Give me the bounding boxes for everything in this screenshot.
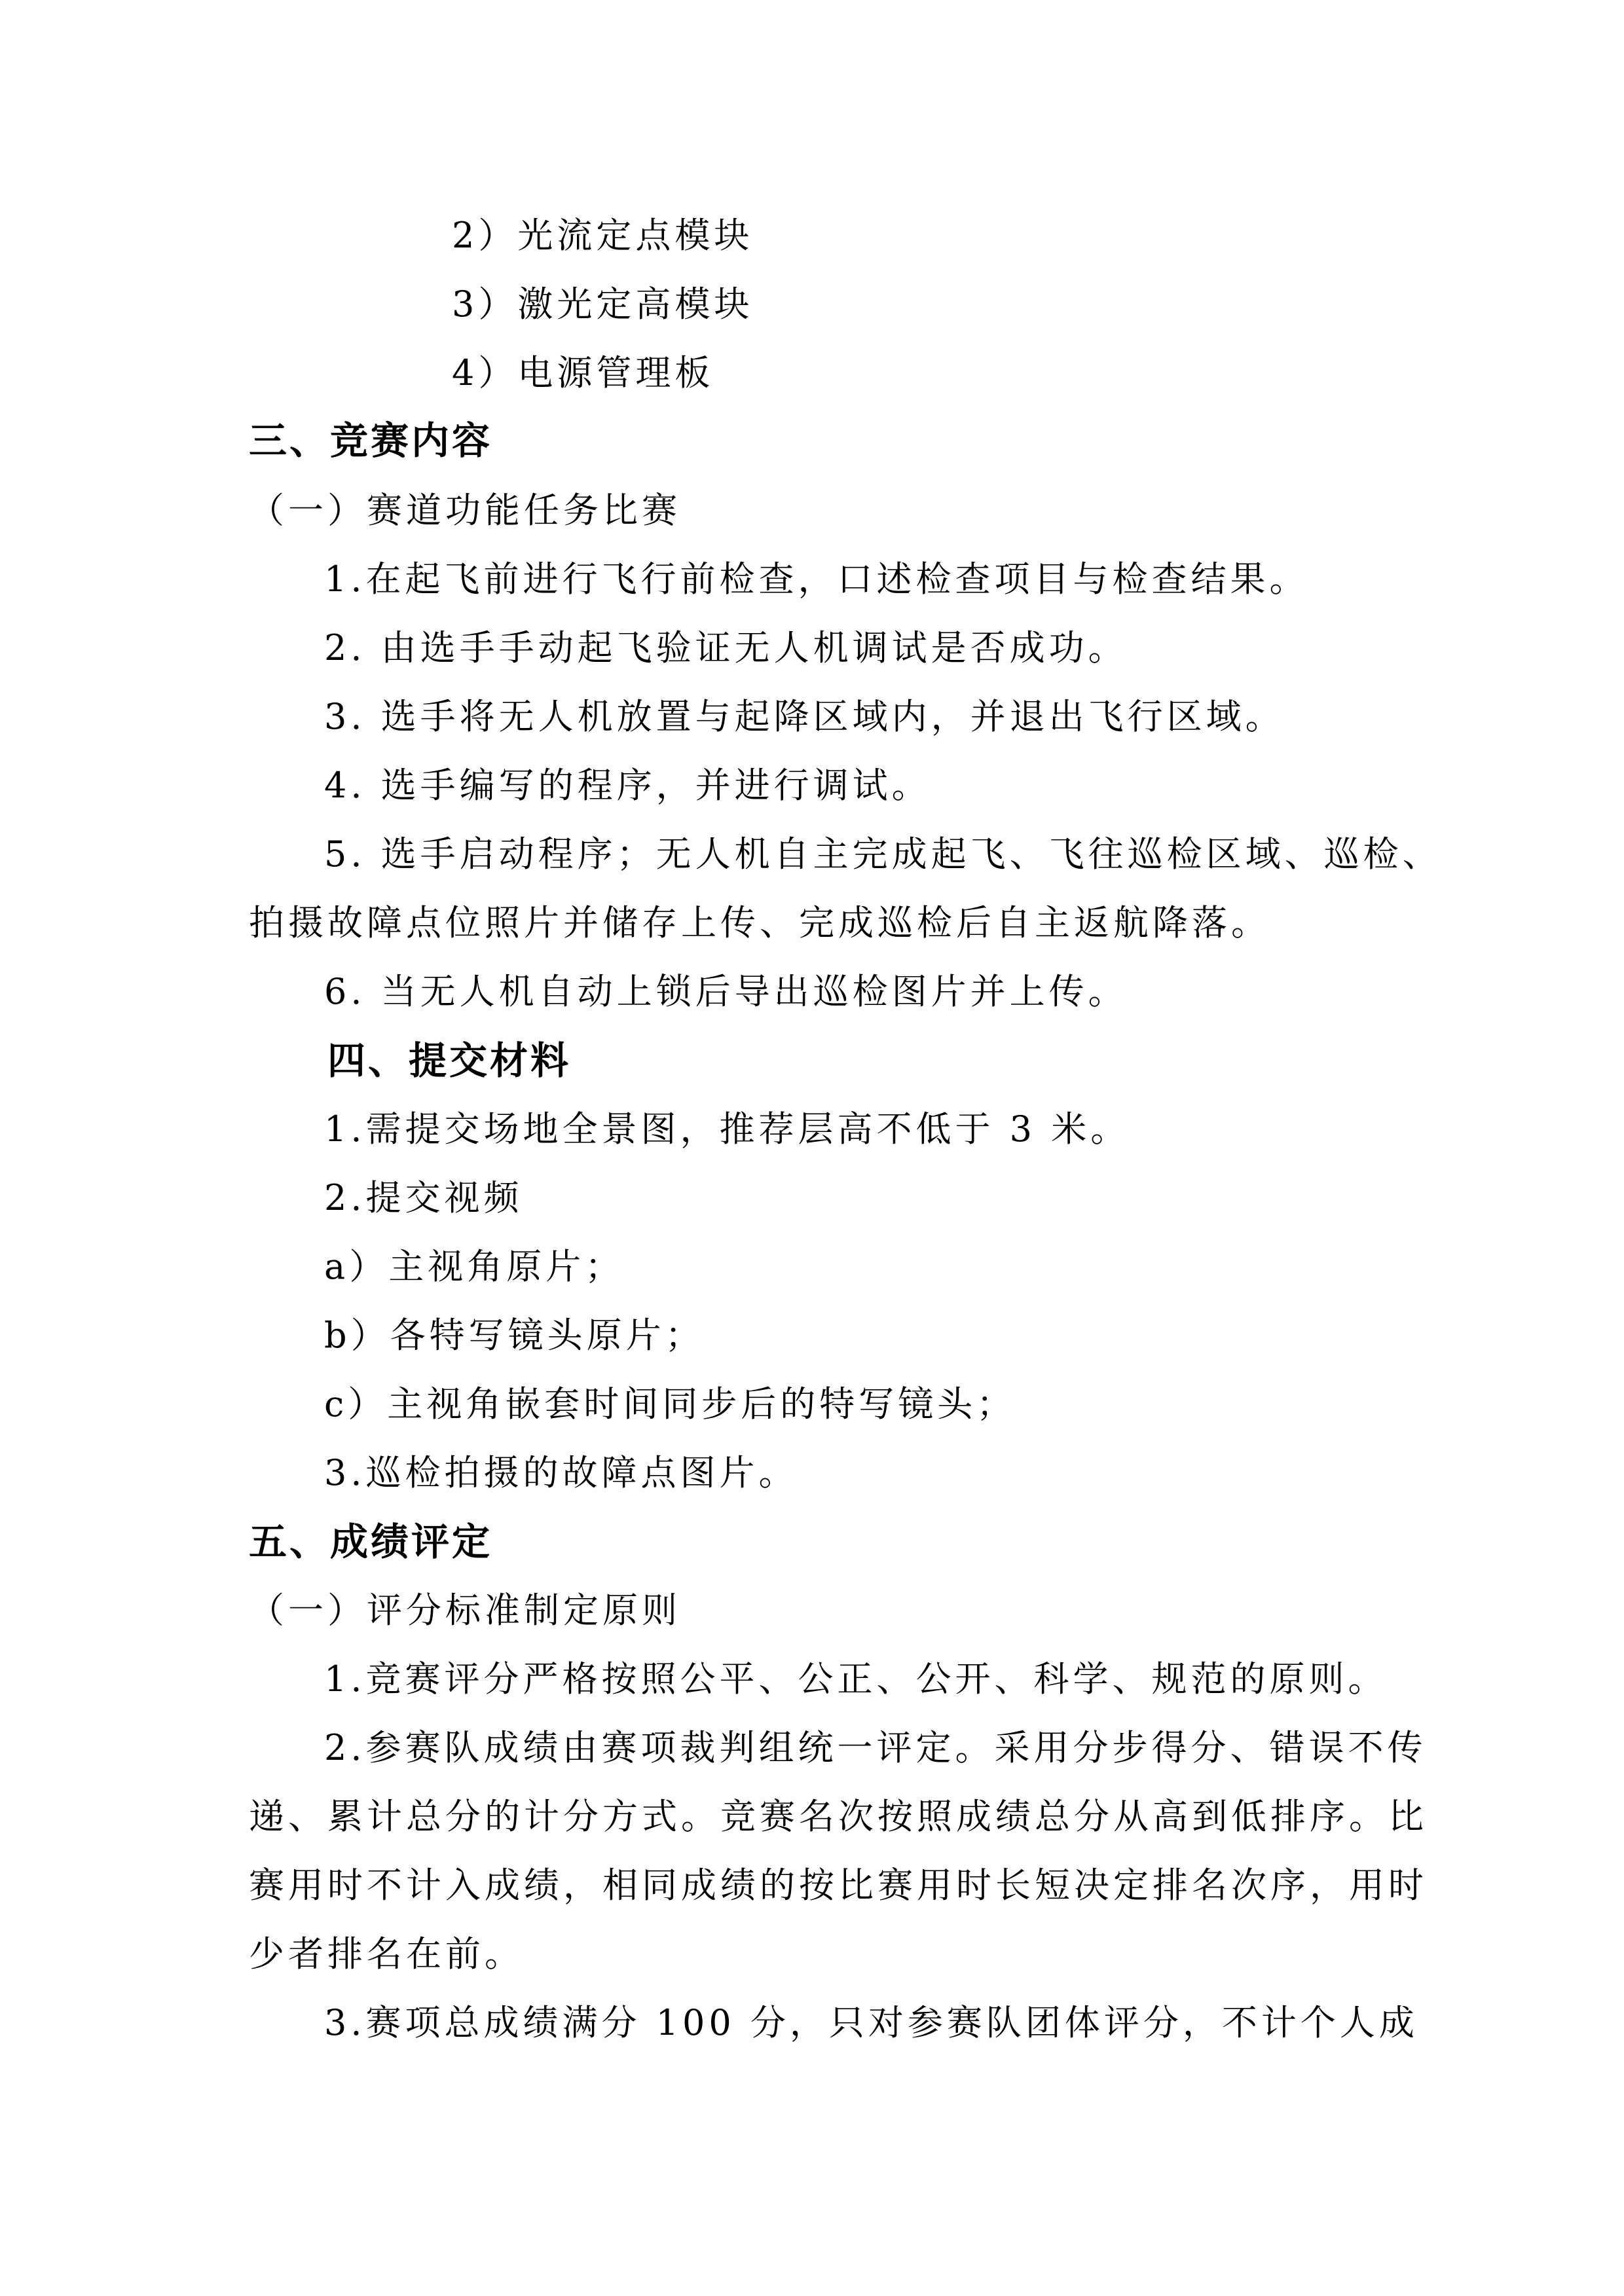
paragraph-item-6: 6. 当无人机自动上锁后导出巡检图片并上传。 <box>324 971 1128 1012</box>
section-heading-4: 四、提交材料 <box>327 1038 572 1083</box>
paragraph-submit-1: 1.需提交场地全景图，推荐层高不低于 3 米。 <box>324 1108 1130 1150</box>
paragraph-item-1: 1.在起飞前进行飞行前检查，口述检查项目与检查结果。 <box>324 558 1309 600</box>
section-heading-5: 五、成绩评定 <box>249 1520 493 1564</box>
paragraph-item-5-cont: 拍摄故障点位照片并储存上传、完成巡检后自主返航降落。 <box>249 902 1270 943</box>
subsection-heading-3-1: （一）赛道功能任务比赛 <box>249 490 681 531</box>
paragraph-submit-2: 2.提交视频 <box>324 1177 523 1218</box>
paragraph-item-2: 2. 由选手手动起飞验证无人机调试是否成功。 <box>324 627 1128 668</box>
list-item-module-4: 4）电源管理板 <box>452 352 714 393</box>
paragraph-score-3: 3.赛项总成绩满分 100 分，只对参赛队团体评分，不计个人成 <box>324 2002 1418 2043</box>
paragraph-item-5: 5. 选手启动程序；无人机自主完成起飞、飞往巡检区域、巡检、 <box>324 833 1442 875</box>
paragraph-score-1: 1.竞赛评分严格按照公平、公正、公开、科学、规范的原则。 <box>324 1658 1388 1700</box>
list-item-submit-b: b）各特写镜头原片； <box>324 1315 705 1356</box>
paragraph-item-3: 3. 选手将无人机放置与起降区域内，并退出飞行区域。 <box>324 696 1285 737</box>
list-item-submit-c: c）主视角嵌套时间同步后的特写镜头； <box>324 1383 1016 1425</box>
paragraph-score-2-cont-3: 少者排名在前。 <box>249 1933 524 1975</box>
paragraph-score-2-cont-1: 递、累计总分的计分方式。竞赛名次按照成绩总分从高到低排序。比 <box>249 1796 1428 1837</box>
paragraph-score-2-cont-2: 赛用时不计入成绩，相同成绩的按比赛用时长短决定排名次序，用时 <box>249 1865 1428 1906</box>
paragraph-submit-3: 3.巡检拍摄的故障点图片。 <box>324 1452 798 1493</box>
subsection-heading-5-1: （一）评分标准制定原则 <box>249 1590 681 1631</box>
paragraph-score-2: 2.参赛队成绩由赛项裁判组统一评定。采用分步得分、错误不传 <box>324 1727 1427 1768</box>
list-item-module-2: 2）光流定点模块 <box>452 215 754 256</box>
list-item-submit-a: a）主视角原片； <box>324 1246 625 1287</box>
section-heading-3: 三、竞赛内容 <box>249 418 493 463</box>
paragraph-item-4: 4. 选手编写的程序，并进行调试。 <box>324 765 931 806</box>
list-item-module-3: 3）激光定高模块 <box>452 283 754 325</box>
